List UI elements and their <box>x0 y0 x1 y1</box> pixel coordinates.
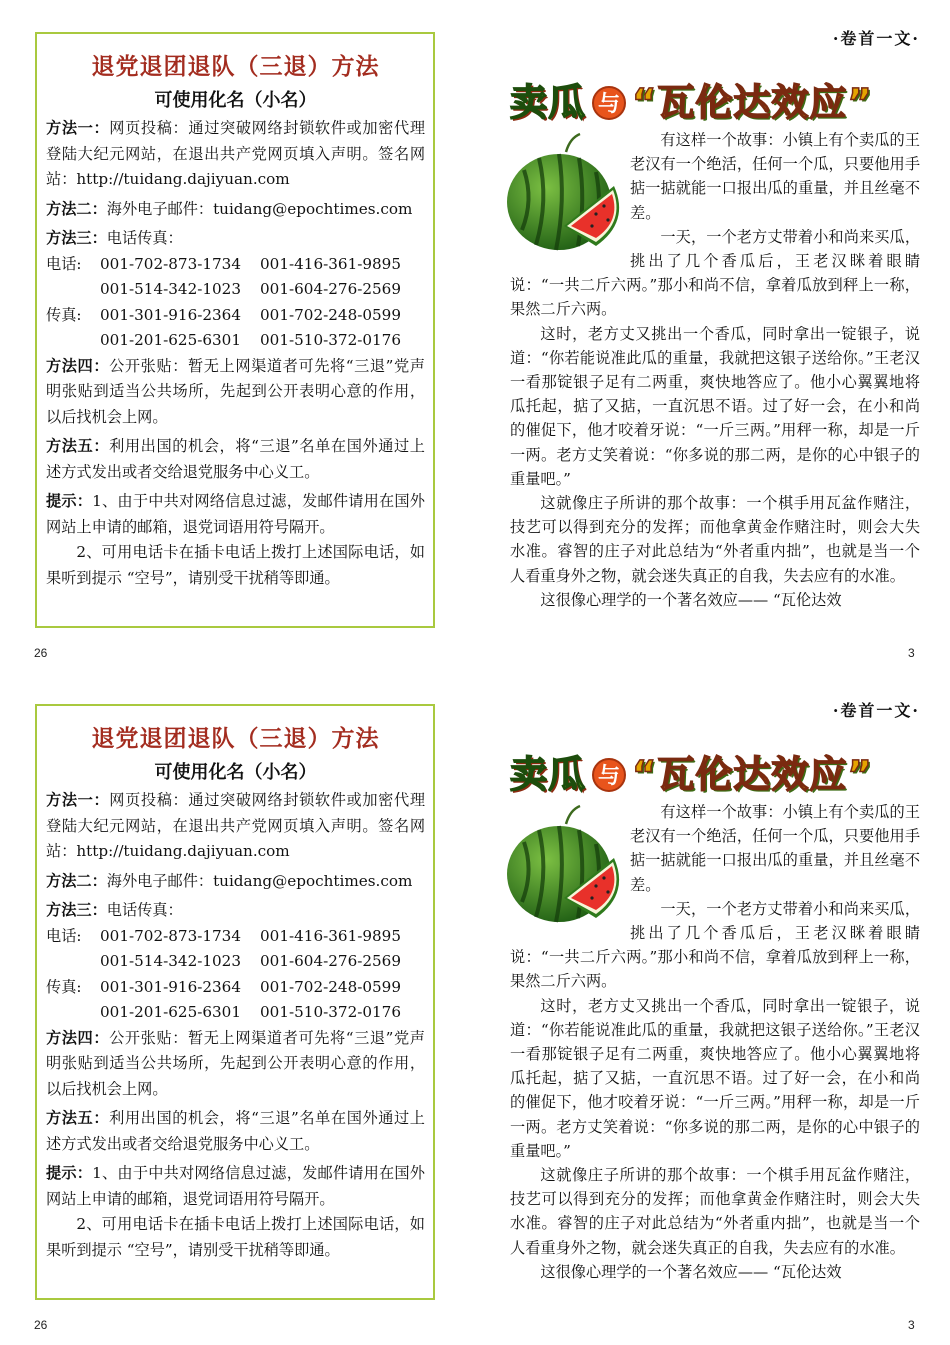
method-four-label: 方法四： <box>46 1028 110 1047</box>
article-paragraph: 这很像心理学的一个著名效应—— “瓦伦达效 <box>540 590 842 609</box>
fax-row: 传真: 001-301-916-2364 001-702-248-0599 <box>46 977 402 996</box>
fax-row: 传真: 001-301-916-2364 001-702-248-0599 <box>46 305 402 324</box>
method-four-text: 公开张贴：暂无上网渠道者可先将“三退”党声明张贴到适当公共场所，先起到公开表明心意的作用，以后找机会上网。 <box>46 1028 425 1098</box>
tip-one <box>46 1161 425 1212</box>
method-two-label: 方法二： <box>46 199 107 218</box>
method-one <box>46 788 425 865</box>
title-connector-badge: 与 <box>592 86 626 120</box>
article-paragraph: 这很像心理学的一个著名效应—— “瓦伦达效 <box>540 1262 842 1281</box>
tip-one-text: 1、由于中共对网络信息过滤，发邮件请用在国外网站上申请的邮箱，退党词语用符号隔开。 <box>46 1164 425 1208</box>
tip-two: 2、可用电话卡在插卡电话上拨打上述国际电话，如果听到提示 “空号”，请别受干扰稍等即通。 <box>46 1215 425 1259</box>
title-part-one: 卖瓜 <box>510 753 586 796</box>
phone-row: 001-514-342-1023 001-604-276-2569 <box>100 280 402 298</box>
fax-row: 001-201-625-6301 001-510-372-0176 <box>100 331 402 349</box>
tip-one-text: 1、由于中共对网络信息过滤，发邮件请用在国外网站上申请的邮箱，退党词语用符号隔开。 <box>46 492 425 536</box>
method-one-text: 网页投稿：通过突破网络封锁软件或加密代理登陆大纪元网站，在退出共产党网页填入声明。签名网站：http://tuidang.dajiyuan.com <box>46 791 426 860</box>
title-part-two: “瓦伦达效应” <box>632 81 873 124</box>
tip-label: 提示： <box>46 1164 93 1182</box>
method-three-label: 方法三： <box>46 901 107 919</box>
method-three <box>46 898 425 924</box>
box-title: 退党退团退队（三退）方法 <box>91 725 380 752</box>
method-five <box>46 1106 425 1157</box>
fax-row: 001-201-625-6301 001-510-372-0176 <box>100 1003 402 1021</box>
article-paragraph: 这时，老方丈又挑出一个香瓜，同时拿出一锭银子，说道：“你若能说准此瓜的重量，我就把这银子送给你。”王老汉一看那锭银子足有二两重，爽快地答应了。他小心翼翼地将瓜托起，掂了又掂，一直沉思不语。过了好一会，在小和尚的催促下，他才咬着牙说：“一斤三两。”用秤一称，却是一斤一两。老方丈笑着说：“你多说的那二两，是你的心中银子的重量吧。” <box>510 324 920 488</box>
method-three-label: 方法三： <box>46 229 107 247</box>
article-paragraph: 这就像庄子所讲的那个故事：一个棋手用瓦盆作赌注，技艺可以得到充分的发挥；而他拿黄金作赌注时，则会大失水准。睿智的庄子对此总结为“外者重内拙”，也就是当一个人看重身外之物，就会迷失真正的自我，失去应有的水准。 <box>510 1166 920 1257</box>
method-two-text: 海外电子邮件：tuidang@epochtimes.com <box>106 199 413 218</box>
phone-table <box>46 252 425 354</box>
method-three-text: 电话传真： <box>106 901 183 919</box>
method-one <box>46 116 425 193</box>
sheet-top <box>0 0 950 672</box>
phone-row: 001-514-342-1023 001-604-276-2569 <box>100 952 402 970</box>
phone-row: 电话: 001-702-873-1734 001-416-361-9895 <box>46 926 402 945</box>
box-subtitle: 可使用化名（小名） <box>154 762 317 783</box>
method-one-label: 方法一： <box>46 791 110 809</box>
article-title <box>510 744 920 796</box>
column-header-tag: ·卷首一文· <box>832 701 920 720</box>
method-two <box>46 197 425 223</box>
page-number-left: 26 <box>34 1318 48 1332</box>
page-number-right: 3 <box>908 646 915 660</box>
watermelon-icon <box>504 130 630 252</box>
santui-method-box <box>35 704 435 1300</box>
method-two-text: 海外电子邮件：tuidang@epochtimes.com <box>106 871 413 890</box>
title-part-two: “瓦伦达效应” <box>632 753 873 796</box>
article-body <box>510 800 920 1284</box>
method-five-label: 方法五： <box>46 437 110 455</box>
page-number-right: 3 <box>908 1318 915 1332</box>
method-two <box>46 869 425 895</box>
tip-one <box>46 489 425 540</box>
method-three <box>46 226 425 252</box>
watermelon-icon <box>504 802 630 924</box>
tip-label: 提示： <box>46 492 93 510</box>
tip-two: 2、可用电话卡在插卡电话上拨打上述国际电话，如果听到提示 “空号”，请别受干扰稍等即通。 <box>46 543 425 587</box>
method-five-text: 利用出国的机会，将“三退”名单在国外通过上述方式发出或者交给退党服务中心义工。 <box>46 1109 425 1153</box>
article-paragraph: 这时，老方丈又挑出一个香瓜，同时拿出一锭银子，说道：“你若能说准此瓜的重量，我就把这银子送给你。”王老汉一看那锭银子足有二两重，爽快地答应了。他小心翼翼地将瓜托起，掂了又掂，一直沉思不语。过了好一会，在小和尚的催促下，他才咬着牙说：“一斤三两。”用秤一称，却是一斤一两。老方丈笑着说：“你多说的那二两，是你的心中银子的重量吧。” <box>510 996 920 1160</box>
article-title <box>510 72 920 124</box>
article-paragraph: 这就像庄子所讲的那个故事：一个棋手用瓦盆作赌注，技艺可以得到充分的发挥；而他拿黄金作赌注时，则会大失水准。睿智的庄子对此总结为“外者重内拙”，也就是当一个人看重身外之物，就会迷失真正的自我，失去应有的水准。 <box>510 494 920 585</box>
title-connector-badge: 与 <box>592 758 626 792</box>
method-four-label: 方法四： <box>46 356 110 375</box>
method-five-text: 利用出国的机会，将“三退”名单在国外通过上述方式发出或者交给退党服务中心义工。 <box>46 437 425 481</box>
method-five-label: 方法五： <box>46 1109 110 1127</box>
method-two-label: 方法二： <box>46 871 107 890</box>
method-one-text: 网页投稿：通过突破网络封锁软件或加密代理登陆大纪元网站，在退出共产党网页填入声明。签名网站：http://tuidang.dajiyuan.com <box>46 119 426 188</box>
phone-row: 电话: 001-702-873-1734 001-416-361-9895 <box>46 254 402 273</box>
page-number-left: 26 <box>34 646 48 660</box>
article-paragraph: 一天，一个老方丈带着小和尚来买瓜，挑出了几个香瓜后，王老汉眯着眼睛说：“一共二斤六两。”那小和尚不信，拿着瓜放到秤上一称，果然二斤六两。 <box>510 899 920 991</box>
sheet-bottom <box>0 672 950 1344</box>
method-five <box>46 434 425 485</box>
method-four <box>46 1026 425 1103</box>
title-part-one: 卖瓜 <box>510 81 586 124</box>
method-three-text: 电话传真： <box>106 229 183 247</box>
phone-table <box>46 924 425 1026</box>
box-subtitle: 可使用化名（小名） <box>154 90 317 111</box>
box-title: 退党退团退队（三退）方法 <box>91 53 380 80</box>
article-paragraph: 有这样一个故事：小镇上有个卖瓜的王老汉有一个绝活，任何一个瓜，只要他用手掂一掂就能一口报出瓜的重量，并且丝毫不差。 <box>630 803 920 894</box>
method-one-label: 方法一： <box>46 119 110 137</box>
santui-method-box <box>35 32 435 628</box>
column-header-tag: ·卷首一文· <box>832 29 920 48</box>
article-body <box>510 128 920 612</box>
article-paragraph: 一天，一个老方丈带着小和尚来买瓜，挑出了几个香瓜后，王老汉眯着眼睛说：“一共二斤六两。”那小和尚不信，拿着瓜放到秤上一称，果然二斤六两。 <box>510 227 920 319</box>
article-paragraph: 有这样一个故事：小镇上有个卖瓜的王老汉有一个绝活，任何一个瓜，只要他用手掂一掂就能一口报出瓜的重量，并且丝毫不差。 <box>630 131 920 222</box>
method-four <box>46 354 425 431</box>
method-four-text: 公开张贴：暂无上网渠道者可先将“三退”党声明张贴到适当公共场所，先起到公开表明心意的作用，以后找机会上网。 <box>46 356 425 426</box>
